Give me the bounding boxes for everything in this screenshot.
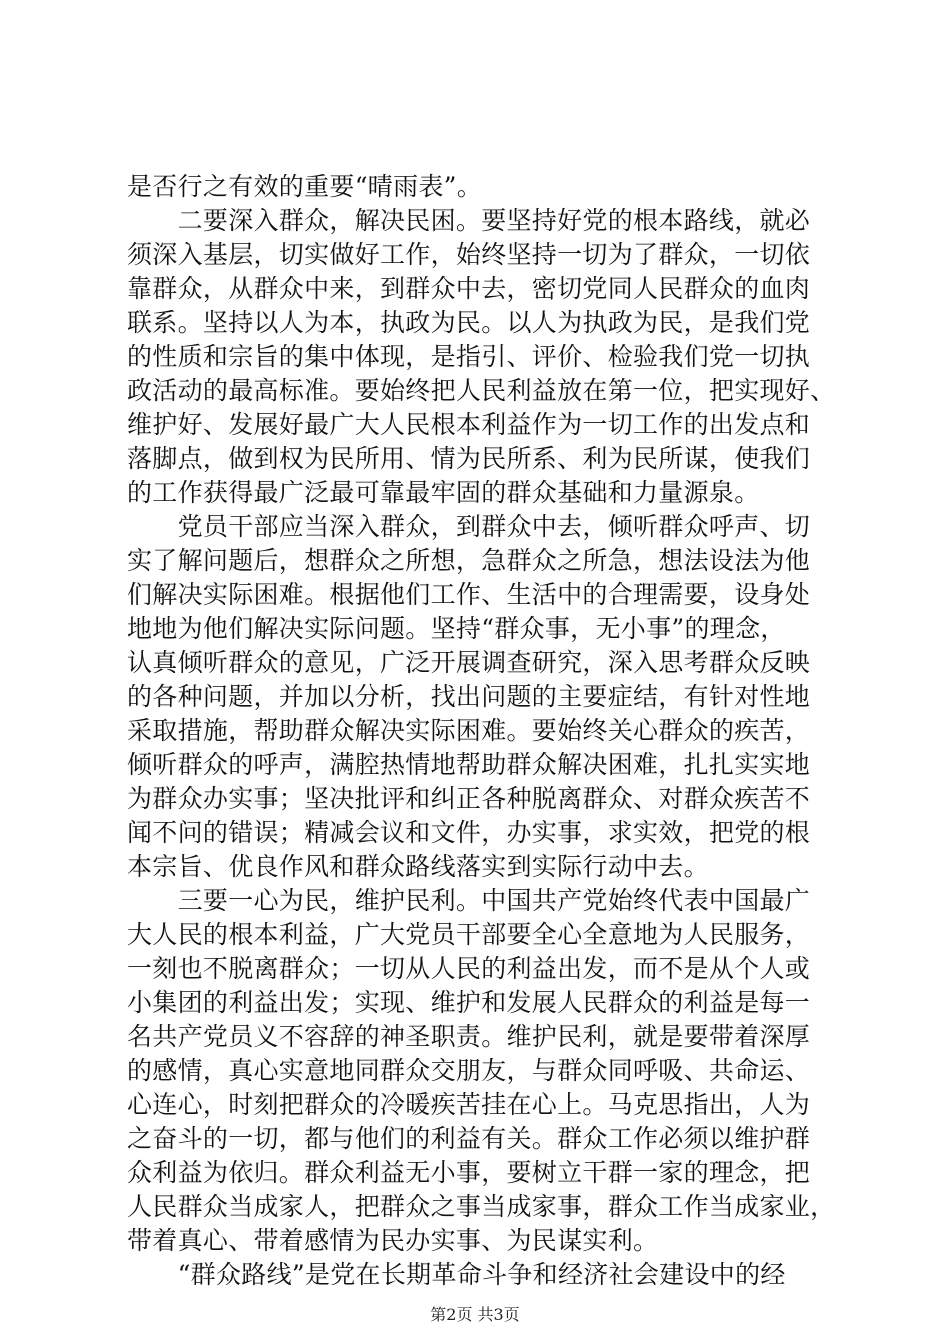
text-line: 的工作获得最广泛最可靠最牢固的群众基础和力量源泉。: [127, 478, 760, 507]
text-line: 实了解问题后，想群众之所想，急群众之所急，想法设法为他: [127, 546, 811, 575]
text-line: 大人民的根本利益，广大党员干部要全心全意地为人民服务，: [127, 920, 811, 949]
text-line: “群众路线”是党在长期革命斗争和经济社会建设中的经: [127, 1260, 786, 1289]
text-line: 本宗旨、优良作风和群众路线落实到实际行动中去。: [127, 852, 709, 881]
text-line: 闻不问的错误；精减会议和文件，办实事，求实效，把党的根: [127, 818, 811, 847]
text-line: 是否行之有效的重要“晴雨表”。: [127, 172, 483, 201]
text-line: 带着真心、带着感情为民办实事、为民谋实利。: [127, 1226, 659, 1255]
text-line: 维护好、发展好最广大人民根本利益作为一切工作的出发点和: [127, 410, 811, 439]
text-line: 政活动的最高标准。要始终把人民利益放在第一位，把实现好、: [127, 376, 836, 405]
page-footer: [0, 1305, 950, 1325]
text-line: 人民群众当成家人，把群众之事当成家事，群众工作当成家业，: [127, 1192, 836, 1221]
text-line: 一刻也不脱离群众；一切从人民的利益出发，而不是从个人或: [127, 954, 811, 983]
text-line: 众利益为依归。群众利益无小事，要树立干群一家的理念，把: [127, 1158, 811, 1187]
text-line: 倾听群众的呼声，满腔热情地帮助群众解决困难，扎扎实实地: [127, 750, 811, 779]
text-line: 党员干部应当深入群众，到群众中去，倾听群众呼声、切: [127, 512, 811, 541]
text-line: 认真倾听群众的意见，广泛开展调查研究，深入思考群众反映: [127, 648, 811, 677]
text-line: 落脚点，做到权为民所用、情为民所系、利为民所谋，使我们: [127, 444, 811, 473]
text-line: 为群众办实事；坚决批评和纠正各种脱离群众、对群众疾苦不: [127, 784, 811, 813]
text-line: 的各种问题，并加以分析，找出问题的主要症结，有针对性地: [127, 682, 811, 711]
text-line: 须深入基层，切实做好工作，始终坚持一切为了群众，一切依: [127, 240, 811, 269]
text-line: 联系。坚持以人为本，执政为民。以人为执政为民，是我们党: [127, 308, 811, 337]
page-number: 第2页 共3页: [430, 1305, 520, 1324]
text-line: 们解决实际困难。根据他们工作、生活中的合理需要，设身处: [127, 580, 811, 609]
text-line: 二要深入群众，解决民困。要坚持好党的根本路线，就必: [127, 206, 811, 235]
text-line: 地地为他们解决实际问题。坚持“群众事，无小事”的理念，: [127, 614, 786, 643]
text-line: 小集团的利益出发；实现、维护和发展人民群众的利益是每一: [127, 988, 811, 1017]
text-line: 采取措施，帮助群众解决实际困难。要始终关心群众的疾苦，: [127, 716, 811, 745]
text-line: 之奋斗的一切，都与他们的利益有关。群众工作必须以维护群: [127, 1124, 811, 1153]
text-line: 三要一心为民，维护民利。中国共产党始终代表中国最广: [127, 886, 811, 915]
text-line: 的感情，真心实意地同群众交朋友，与群众同呼吸、共命运、: [127, 1056, 811, 1085]
text-line: 的性质和宗旨的集中体现，是指引、评价、检验我们党一切执: [127, 342, 811, 371]
text-line: 名共产党员义不容辞的神圣职责。维护民利，就是要带着深厚: [127, 1022, 811, 1051]
text-line: 心连心，时刻把群众的冷暖疾苦挂在心上。马克思指出，人为: [127, 1090, 811, 1119]
text-line: 靠群众，从群众中来，到群众中去，密切党同人民群众的血肉: [127, 274, 811, 303]
